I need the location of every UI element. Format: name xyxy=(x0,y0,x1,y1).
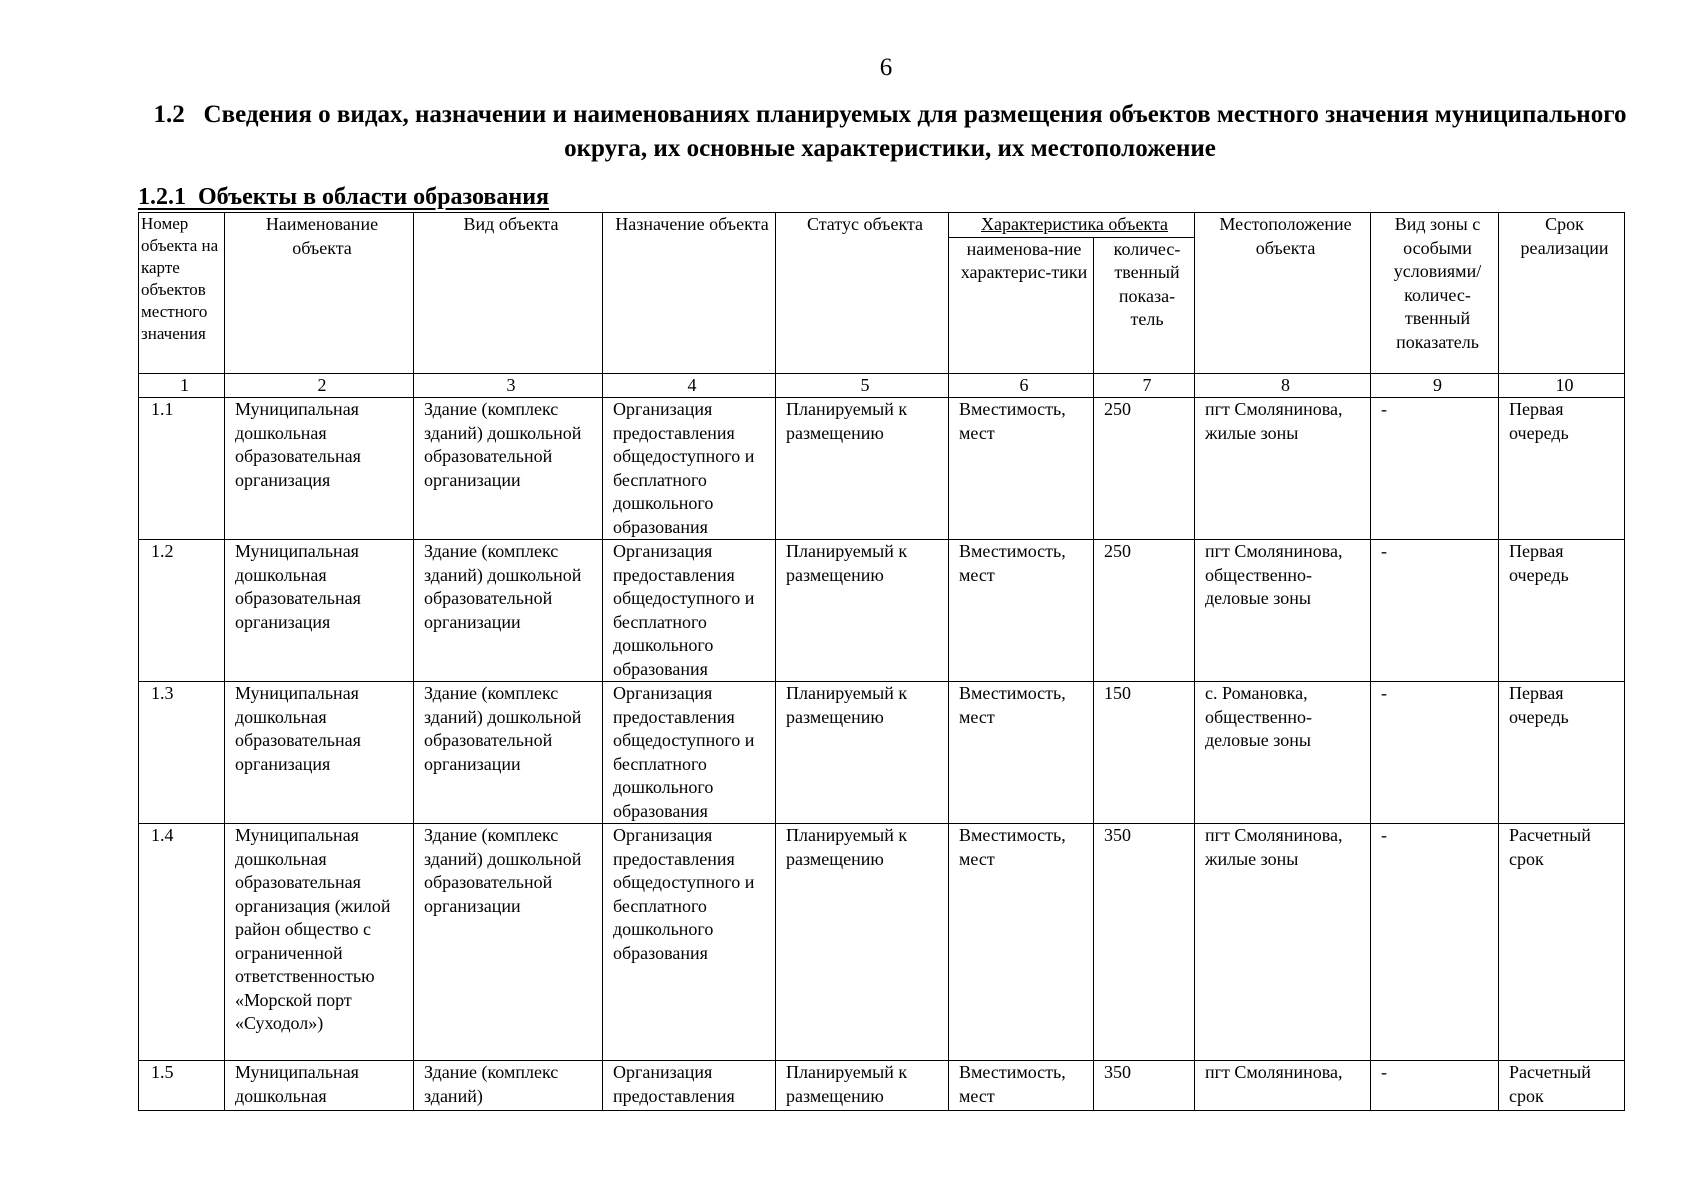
table-row xyxy=(139,824,1625,1061)
column-number: 9 xyxy=(1371,373,1499,398)
cell-type: Здание (комплекс зданий) дошкольной образовательной организации xyxy=(414,540,603,682)
cell-number: 1.4 xyxy=(139,824,225,1061)
cell-type: Здание (комплекс зданий) дошкольной образовательной организации xyxy=(414,398,603,540)
table-row xyxy=(139,398,1625,540)
objects-table xyxy=(138,212,1625,1111)
cell-location: пгт Смолянинова, xyxy=(1195,1061,1371,1111)
cell-term: Первая очередь xyxy=(1499,540,1625,682)
cell-zone: - xyxy=(1371,824,1499,1061)
column-number: 7 xyxy=(1094,373,1195,398)
column-number: 4 xyxy=(603,373,776,398)
cell-term: Первая очередь xyxy=(1499,398,1625,540)
cell-name: Муниципальная дошкольная образовательная организация xyxy=(225,540,414,682)
table-header-row xyxy=(139,213,1625,238)
cell-location: пгт Смолянинова, жилые зоны xyxy=(1195,824,1371,1061)
cell-term: Расчетный срок xyxy=(1499,824,1625,1061)
cell-char-name: Вместимость, мест xyxy=(949,540,1094,682)
cell-char-name: Вместимость, мест xyxy=(949,398,1094,540)
cell-type: Здание (комплекс зданий) xyxy=(414,1061,603,1111)
table-row xyxy=(139,682,1625,824)
header-char-value: количес-твенный показа-тель xyxy=(1094,237,1195,373)
cell-purpose: Организация предоставления общедоступного и бесплатного дошкольного образования xyxy=(603,682,776,824)
header-name: Наименование объекта xyxy=(225,213,414,374)
table-row xyxy=(139,1061,1625,1111)
column-number: 6 xyxy=(949,373,1094,398)
cell-purpose: Организация предоставления общедоступного и бесплатного дошкольного образования xyxy=(603,824,776,1061)
column-number-row xyxy=(139,373,1625,398)
section-number: 1.2 xyxy=(153,101,185,128)
header-term: Срок реализации xyxy=(1499,213,1625,374)
cell-number: 1.3 xyxy=(139,682,225,824)
cell-location: пгт Смолянинова, жилые зоны xyxy=(1195,398,1371,540)
column-number: 1 xyxy=(139,373,225,398)
header-location: Местоположение объекта xyxy=(1195,213,1371,374)
cell-char-name: Вместимость, мест xyxy=(949,824,1094,1061)
subsection-title-text: Объекты в области образования xyxy=(198,184,550,210)
cell-number: 1.5 xyxy=(139,1061,225,1111)
cell-number: 1.1 xyxy=(139,398,225,540)
cell-char-value: 250 xyxy=(1094,540,1195,682)
cell-term: Расчетный срок xyxy=(1499,1061,1625,1111)
cell-status: Планируемый к размещению xyxy=(776,540,949,682)
cell-zone: - xyxy=(1371,540,1499,682)
header-status: Статус объекта xyxy=(776,213,949,374)
header-zone: Вид зоны с особыми условиями/ количес-твенный показатель xyxy=(1371,213,1499,374)
cell-name: Муниципальная дошкольная xyxy=(225,1061,414,1111)
cell-status: Планируемый к размещению xyxy=(776,1061,949,1111)
header-characteristic-title: Характеристика объекта xyxy=(981,214,1169,234)
cell-zone: - xyxy=(1371,398,1499,540)
cell-status: Планируемый к размещению xyxy=(776,398,949,540)
header-type: Вид объекта xyxy=(414,213,603,374)
page-number: 6 xyxy=(879,54,893,81)
column-number: 10 xyxy=(1499,373,1625,398)
subsection-title xyxy=(138,184,549,211)
column-number: 3 xyxy=(414,373,603,398)
cell-term: Первая очередь xyxy=(1499,682,1625,824)
cell-number: 1.2 xyxy=(139,540,225,682)
cell-purpose: Организация предоставления общедоступного и бесплатного дошкольного образования xyxy=(603,398,776,540)
cell-status: Планируемый к размещению xyxy=(776,824,949,1061)
cell-char-value: 350 xyxy=(1094,1061,1195,1111)
cell-char-value: 250 xyxy=(1094,398,1195,540)
column-number: 5 xyxy=(776,373,949,398)
header-number: Номер объекта на карте объектов местного значения xyxy=(139,213,225,374)
cell-purpose: Организация предоставления общедоступного и бесплатного дошкольного образования xyxy=(603,540,776,682)
column-number: 8 xyxy=(1195,373,1371,398)
cell-char-name: Вместимость, мест xyxy=(949,1061,1094,1111)
cell-status: Планируемый к размещению xyxy=(776,682,949,824)
cell-location: с. Романовка, общественно-деловые зоны xyxy=(1195,682,1371,824)
header-purpose: Назначение объекта xyxy=(603,213,776,374)
cell-char-value: 350 xyxy=(1094,824,1195,1061)
subsection-number: 1.2.1 xyxy=(138,184,186,210)
cell-location: пгт Смолянинова, общественно-деловые зоны xyxy=(1195,540,1371,682)
section-title-text: Сведения о видах, назначении и наименованиях планируемых для размещения объектов местного значения муниципального округа, их основные характеристики, их местоположение xyxy=(203,101,1627,162)
cell-purpose: Организация предоставления xyxy=(603,1061,776,1111)
cell-char-value: 150 xyxy=(1094,682,1195,824)
table-row xyxy=(139,540,1625,682)
section-title xyxy=(150,98,1630,166)
header-characteristic-group xyxy=(949,213,1195,238)
cell-type: Здание (комплекс зданий) дошкольной образовательной организации xyxy=(414,682,603,824)
cell-name: Муниципальная дошкольная образовательная организация (жилой район общество с ограниченной ответственностью «Морской порт «Суходол») xyxy=(225,824,414,1061)
column-number: 2 xyxy=(225,373,414,398)
cell-type: Здание (комплекс зданий) дошкольной образовательной организации xyxy=(414,824,603,1061)
cell-zone: - xyxy=(1371,682,1499,824)
cell-name: Муниципальная дошкольная образовательная организация xyxy=(225,398,414,540)
cell-char-name: Вместимость, мест xyxy=(949,682,1094,824)
header-char-name: наименова-ние характерис-тики xyxy=(949,237,1094,373)
cell-zone: - xyxy=(1371,1061,1499,1111)
cell-name: Муниципальная дошкольная образовательная организация xyxy=(225,682,414,824)
